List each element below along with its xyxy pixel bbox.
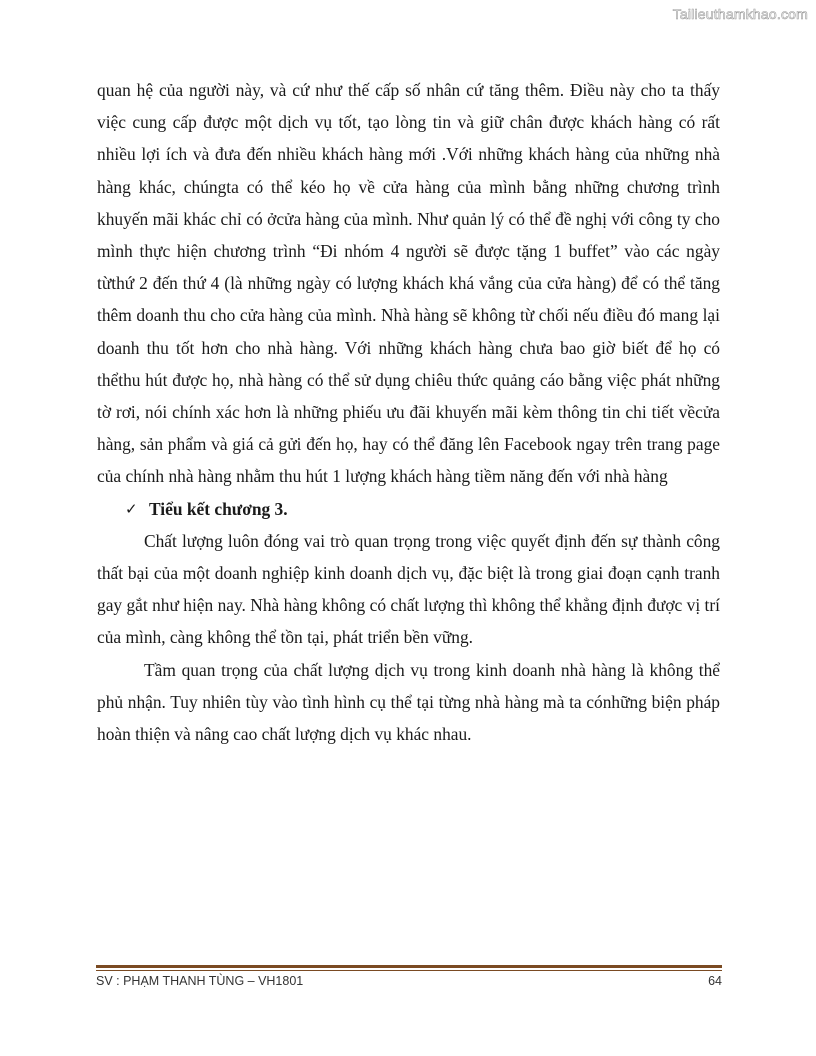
footer-author: SV : PHẠM THANH TÙNG – VH1801 bbox=[96, 974, 304, 988]
section-heading-text: Tiểu kết chương 3. bbox=[149, 498, 288, 519]
watermark-text: Tailieuthamkhao.com bbox=[672, 6, 808, 22]
paragraph-body-1: quan hệ của người này, và cứ như thế cấp số nhân cứ tăng thêm. Điều này cho ta thấy việc cung cấp được một dịch vụ tốt, tạo lòng tin và giữ chân được khách hàng có rất nhiều lợi ích và đưa đến nhiều khách hàng mới .Với những khách hàng của những nhà hàng khác, chúngta có thể kéo họ về cửa hàng của mình bằng những chương trình khuyến mãi khác chỉ có ởcửa hàng của mình. Như quản lý có thể đề nghị với công ty cho mình thực hiện chương trình “Đi nhóm 4 người sẽ được tặng 1 buffet” vào các ngày từthứ 2 đến thứ 4 (là những ngày có lượng khách khá vắng của cửa hàng) để có thể tăng thêm doanh thu cho cửa hàng của mình. Nhà hàng sẽ không từ chối nếu điều đó mang lại doanh thu tốt hơn cho nhà hàng. Với những khách hàng chưa bao giờ biết để họ có thểthu hút được họ, nhà hàng có thể sử dụng chiêu thức quảng cáo bằng việc phát những tờ rơi, nói chính xác hơn là những phiếu ưu đãi khuyến mãi kèm thông tin chi tiết vềcửa hàng, sản phẩm và giá cả gửi đến họ, hay có thể đăng lên Facebook ngay trên trang page của chính nhà hàng nhằm thu hút 1 lượng khách hàng tiềm năng đến với nhà hàng bbox=[97, 80, 720, 487]
page-number: 64 bbox=[708, 974, 722, 988]
paragraph-body-2: Chất lượng luôn đóng vai trò quan trọng trong việc quyết định đến sự thành công thất bại của một doanh nghiệp kinh doanh dịch vụ, đặc biệt là trong giai đoạn cạnh tranh gay gắt như hiện nay. Nhà hàng không có chất lượng thì không thể khẳng định được vị trí của mình, càng không thể tồn tại, phát triển bền vững. bbox=[97, 530, 720, 648]
page-footer bbox=[96, 974, 722, 988]
footer-divider-thick bbox=[96, 965, 722, 968]
page-body bbox=[97, 74, 720, 750]
checkmark-icon: ✓ bbox=[125, 499, 138, 518]
paragraph-body-3: Tầm quan trọng của chất lượng dịch vụ trong kinh doanh nhà hàng là không thể phủ nhận. Tuy nhiên tùy vào tình hình cụ thể tại từng nhà hàng mà ta cónhững biện pháp hoàn thiện và nâng cao chất lượng dịch vụ khác nhau. bbox=[97, 659, 720, 745]
section-heading bbox=[97, 493, 720, 525]
footer-divider-thin bbox=[96, 970, 722, 971]
